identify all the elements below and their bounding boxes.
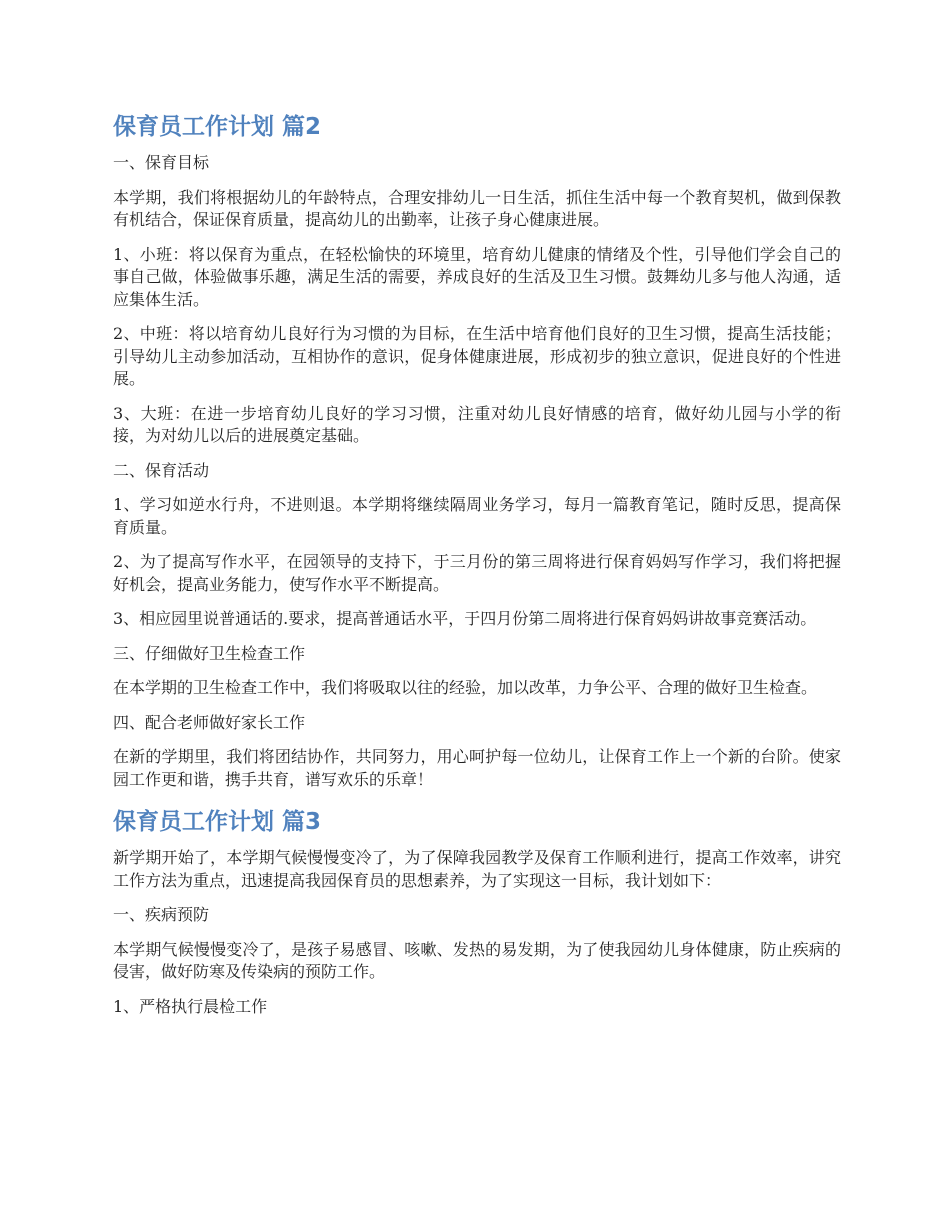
paragraph: 本学期，我们将根据幼儿的年龄特点，合理安排幼儿一日生活，抓住生活中每一个教育契机，做到保教有机结合，保证保育质量，提高幼儿的出勤率，让孩子身心健康进展。 xyxy=(113,187,841,229)
paragraph: 2、中班：将以培育幼儿良好行为习惯的为目标，在生活中培育他们良好的卫生习惯，提高生活技能；引导幼儿主动参加活动，互相协作的意识，促身体健康进展，形成初步的独立意识，促进良好的个性进展。 xyxy=(113,324,841,388)
subheading-parent-work: 四、配合老师做好家长工作 xyxy=(113,712,306,732)
subheading-childcare-goals: 一、保育目标 xyxy=(113,153,210,172)
subheading-disease-prevention: 一、疾病预防 xyxy=(113,905,210,924)
paragraph: 在新的学期里，我们将团结协作，共同努力，用心呵护每一位幼儿，让保育工作上一个新的台阶。使家园工作更和谐，携手共育，谱写欢乐的乐章！ xyxy=(113,747,841,789)
paragraph: 1、小班：将以保育为重点，在轻松愉快的环境里，培育幼儿健康的情绪及个性，引导他们学会自己的事自己做，体验做事乐趣，满足生活的需要，养成良好的生活及卫生习惯。鼓舞幼儿多与他人沟通，适应集体生活。 xyxy=(113,244,841,309)
paragraph: 3、大班：在进一步培育幼儿良好的学习习惯，注重对幼儿良好情感的培育，做好幼儿园与小学的衔接，为对幼儿以后的进展奠定基础。 xyxy=(113,403,841,445)
section-title-plan-2: 保育员工作计划 篇2 xyxy=(113,114,322,140)
paragraph: 新学期开始了，本学期气候慢慢变冷了，为了保障我园教学及保育工作顺利进行，提高工作效率，讲究工作方法为重点，迅速提高我园保育员的思想素养，为了实现这一目标，我计划如下： xyxy=(113,848,841,890)
subheading-hygiene-inspection: 三、仔细做好卫生检查工作 xyxy=(113,643,306,663)
paragraph: 1、学习如逆水行舟，不进则退。本学期将继续隔周业务学习，每月一篇教育笔记，随时反思，提高保育质量。 xyxy=(113,495,841,537)
paragraph: 3、相应园里说普通话的.要求，提高普通话水平，于四月份第二周将进行保育妈妈讲故事竞赛活动。 xyxy=(113,609,817,628)
subheading-childcare-activities: 二、保育活动 xyxy=(113,460,210,480)
section-title-plan-3: 保育员工作计划 篇3 xyxy=(113,809,322,835)
document-page xyxy=(113,110,841,1030)
paragraph: 在本学期的卫生检查工作中，我们将吸取以往的经验，加以改革，力争公平、合理的做好卫生检查。 xyxy=(113,678,818,697)
paragraph: 本学期气候慢慢变冷了，是孩子易感冒、咳嗽、发热的易发期，为了使我园幼儿身体健康，防止疾病的侵害，做好防寒及传染病的预防工作。 xyxy=(113,939,841,981)
subheading-morning-check: 1、严格执行晨检工作 xyxy=(113,996,268,1016)
paragraph: 2、为了提高写作水平，在园领导的支持下，于三月份的第三周将进行保育妈妈写作学习，我们将把握好机会，提高业务能力，使写作水平不断提高。 xyxy=(113,552,841,594)
